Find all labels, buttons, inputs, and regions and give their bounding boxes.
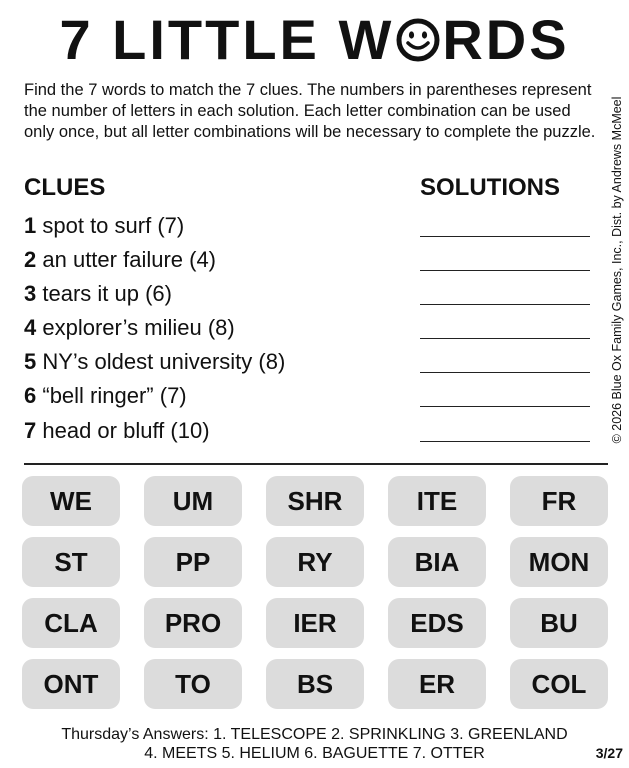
clue-text: explorer’s milieu (8) bbox=[42, 315, 235, 340]
clue-3 bbox=[24, 280, 172, 308]
solution-line-4[interactable] bbox=[420, 338, 590, 339]
solution-line-6[interactable] bbox=[420, 406, 590, 407]
divider bbox=[24, 463, 608, 465]
letter-tile[interactable]: ST bbox=[22, 537, 120, 587]
clue-text: an utter failure (4) bbox=[42, 247, 217, 272]
letter-tile[interactable]: CLA bbox=[22, 598, 120, 648]
page-title bbox=[59, 6, 569, 74]
clue-7 bbox=[24, 417, 210, 445]
solution-line-7[interactable] bbox=[420, 441, 590, 442]
answers-line-1: Thursday’s Answers: 1. TELESCOPE 2. SPRINKLING 3. GREENLAND bbox=[61, 726, 568, 743]
letter-tile[interactable]: PRO bbox=[144, 598, 242, 648]
clue-number: 2 bbox=[24, 247, 37, 272]
solutions-header: SOLUTIONS bbox=[420, 174, 561, 201]
letter-tile[interactable]: EDS bbox=[388, 598, 486, 648]
letter-tile[interactable]: TO bbox=[144, 659, 242, 709]
clue-number: 5 bbox=[24, 349, 37, 374]
clue-text: head or bluff (10) bbox=[42, 418, 210, 443]
solution-line-2[interactable] bbox=[420, 270, 590, 271]
puzzle-date: 3/27 bbox=[595, 745, 623, 761]
letter-tile[interactable]: MON bbox=[510, 537, 608, 587]
solution-line-5[interactable] bbox=[420, 372, 590, 373]
clue-text: tears it up (6) bbox=[42, 281, 172, 306]
letter-tile[interactable]: SHR bbox=[266, 476, 364, 526]
clue-number: 6 bbox=[24, 383, 37, 408]
clues-header: CLUES bbox=[24, 174, 106, 201]
letter-tile[interactable]: PP bbox=[144, 537, 242, 587]
clue-text: “bell ringer” (7) bbox=[42, 383, 187, 408]
clue-number: 3 bbox=[24, 281, 37, 306]
clue-number: 7 bbox=[24, 418, 37, 443]
instructions: Find the 7 words to match the 7 clues. The numbers in parentheses represent the number of letters in each solution. Each letter combination can be used only once, but all letter combinations will be necessary to complete the puzzle. bbox=[24, 81, 596, 141]
title-text-end: RDS bbox=[442, 8, 570, 71]
title-text-start: 7 LITTLE W bbox=[59, 8, 395, 71]
letter-tile[interactable]: IER bbox=[266, 598, 364, 648]
smiley-face-icon bbox=[396, 18, 440, 62]
clue-number: 4 bbox=[24, 315, 37, 340]
letter-tile[interactable]: BIA bbox=[388, 537, 486, 587]
clue-5 bbox=[24, 348, 285, 376]
letter-tile[interactable]: ITE bbox=[388, 476, 486, 526]
copyright-notice bbox=[608, 80, 626, 460]
letter-tile[interactable]: WE bbox=[22, 476, 120, 526]
letter-tile[interactable]: FR bbox=[510, 476, 608, 526]
letter-tile[interactable]: ER bbox=[388, 659, 486, 709]
letter-tile[interactable]: BS bbox=[266, 659, 364, 709]
solution-line-3[interactable] bbox=[420, 304, 590, 305]
clue-6 bbox=[24, 382, 187, 410]
clue-1 bbox=[24, 212, 184, 240]
letter-tile[interactable]: COL bbox=[510, 659, 608, 709]
clue-text: spot to surf (7) bbox=[42, 213, 185, 238]
copyright-text: © 2026 Blue Ox Family Games, Inc., Dist. by Andrews McMeel bbox=[610, 96, 624, 444]
clue-4 bbox=[24, 314, 235, 342]
letter-tile[interactable]: ONT bbox=[22, 659, 120, 709]
clue-text: NY’s oldest university (8) bbox=[42, 349, 286, 374]
previous-answers bbox=[0, 725, 629, 763]
letter-tile[interactable]: BU bbox=[510, 598, 608, 648]
letter-tile[interactable]: UM bbox=[144, 476, 242, 526]
answers-line-2: 4. MEETS 5. HELIUM 6. BAGUETTE 7. OTTER bbox=[144, 745, 485, 762]
clue-number: 1 bbox=[24, 213, 37, 238]
clue-2 bbox=[24, 246, 216, 274]
letter-tile[interactable]: RY bbox=[266, 537, 364, 587]
title-row bbox=[0, 6, 629, 74]
solution-line-1[interactable] bbox=[420, 236, 590, 237]
